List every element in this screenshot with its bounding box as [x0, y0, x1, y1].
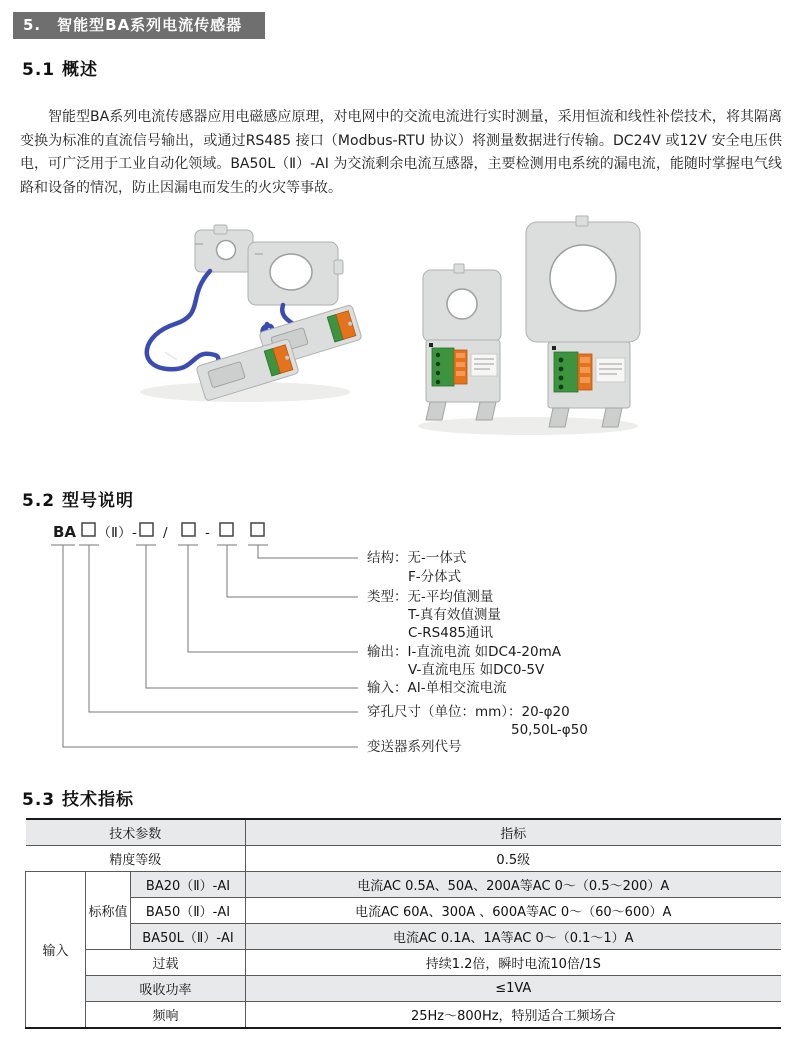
table-row-nominal-2	[26, 898, 781, 924]
large-split-core	[248, 242, 343, 305]
table-row-header	[26, 819, 781, 846]
label-type-2: T-真有效值测量	[408, 607, 501, 623]
heading-model: 5.2 型号说明	[22, 491, 135, 511]
model-dash: -	[205, 525, 210, 541]
label-input-1: 输入：AI-单相交流电流	[367, 680, 507, 696]
model-box-type	[220, 523, 233, 536]
table-row-overload	[26, 950, 781, 976]
table-cell-param: 过载	[86, 950, 246, 976]
table-cell-value: 25Hz～800Hz，特别适合工频场合	[246, 1002, 781, 1029]
small-sensor-unit	[423, 264, 501, 420]
heading-overview: 5.1 概述	[22, 60, 99, 80]
table-cell-value: ≤1VA	[246, 976, 781, 1002]
table-row-power	[26, 976, 781, 1002]
model-box-structure	[251, 523, 264, 536]
model-mid: （Ⅱ）-	[97, 525, 138, 541]
section-header-bar: 5. 智能型BA系列电流传感器	[13, 12, 265, 39]
table-row-nominal-3	[26, 924, 781, 950]
table-cell-value: 持续1.2倍，瞬时电流10倍/1S	[246, 950, 781, 976]
table-cell-param-header: 技术参数	[26, 819, 246, 846]
label-type-1: 类型：无-平均值测量	[367, 589, 494, 605]
model-box-output	[182, 523, 195, 536]
label-aperture-2: 50,50L-φ50	[511, 722, 588, 738]
connector-lines	[63, 545, 358, 747]
table-row-nominal-1	[26, 872, 781, 898]
label-structure-1: 结构：无-一体式	[367, 550, 467, 566]
table-cell-value-header: 指标	[246, 819, 781, 846]
table-cell-value: 电流AC 0.5A、50A、200A等AC 0～（0.5～200）A	[246, 872, 781, 898]
table-cell-value: 电流AC 60A、300A 、600A等AC 0～（60～600）A	[246, 898, 781, 924]
label-output-2: V-直流电压 如DC0-5V	[408, 662, 545, 678]
table-cell-value: 0.5级	[246, 846, 781, 872]
table-row-accuracy	[26, 846, 781, 872]
spec-table	[25, 818, 781, 1029]
model-slash: /	[163, 525, 168, 541]
model-box-aperture	[82, 523, 95, 536]
product-photo-ring-core	[408, 214, 648, 439]
label-type-3: C-RS485通讯	[408, 625, 494, 641]
label-series-1: 变送器系列代号	[367, 739, 462, 755]
cable-tie	[165, 352, 177, 360]
table-cell-input-group: 输入	[26, 872, 86, 1029]
table-cell-nominal-group: 标称值	[86, 872, 131, 950]
model-code-diagram	[40, 512, 680, 762]
table-row-frequency	[26, 1002, 781, 1029]
table-cell-param: 吸收功率	[86, 976, 246, 1002]
label-output-1: 输出：I-直流电流 如DC4-20mA	[367, 644, 561, 660]
table-cell-value: 电流AC 0.1A、1A等AC 0～（0.1～1）A	[246, 924, 781, 950]
overview-paragraph: 智能型BA系列电流传感器应用电磁感应原理，对电网中的交流电流进行实时测量，采用恒流和线性补偿技术，将其隔离变换为标准的直流信号输出，或通过RS485 接口（Modbus-RTU 协议）将测量数据进行传输。DC24V 或12V 安全电压供电，可广泛用于工业自动化领域。BA50L（Ⅱ）-AI 为交流剩余电流互感器，主要检测用电系统的漏电流，能随时掌握电气线路和设备的情况，防止因漏电而发生的火灾等事故。	[20, 109, 782, 196]
label-aperture-1: 穿孔尺寸（单位：mm）：20-φ20	[367, 704, 570, 720]
blue-cable-left	[147, 271, 219, 373]
label-structure-2: F-分体式	[408, 569, 462, 585]
table-cell-param: 频响	[86, 1002, 246, 1029]
model-box-input	[140, 523, 153, 536]
heading-specs: 5.3 技术指标	[22, 790, 135, 810]
table-cell-model: BA50（Ⅱ）-AI	[131, 898, 246, 924]
product-photo-split-core	[115, 224, 365, 409]
table-cell-model: BA50L（Ⅱ）-AI	[131, 924, 246, 950]
table-cell-model: BA20（Ⅱ）-AI	[131, 872, 246, 898]
small-split-core	[195, 225, 253, 272]
large-sensor-unit	[526, 216, 640, 427]
model-prefix: BA	[53, 523, 77, 541]
table-cell-param: 精度等级	[26, 846, 246, 872]
